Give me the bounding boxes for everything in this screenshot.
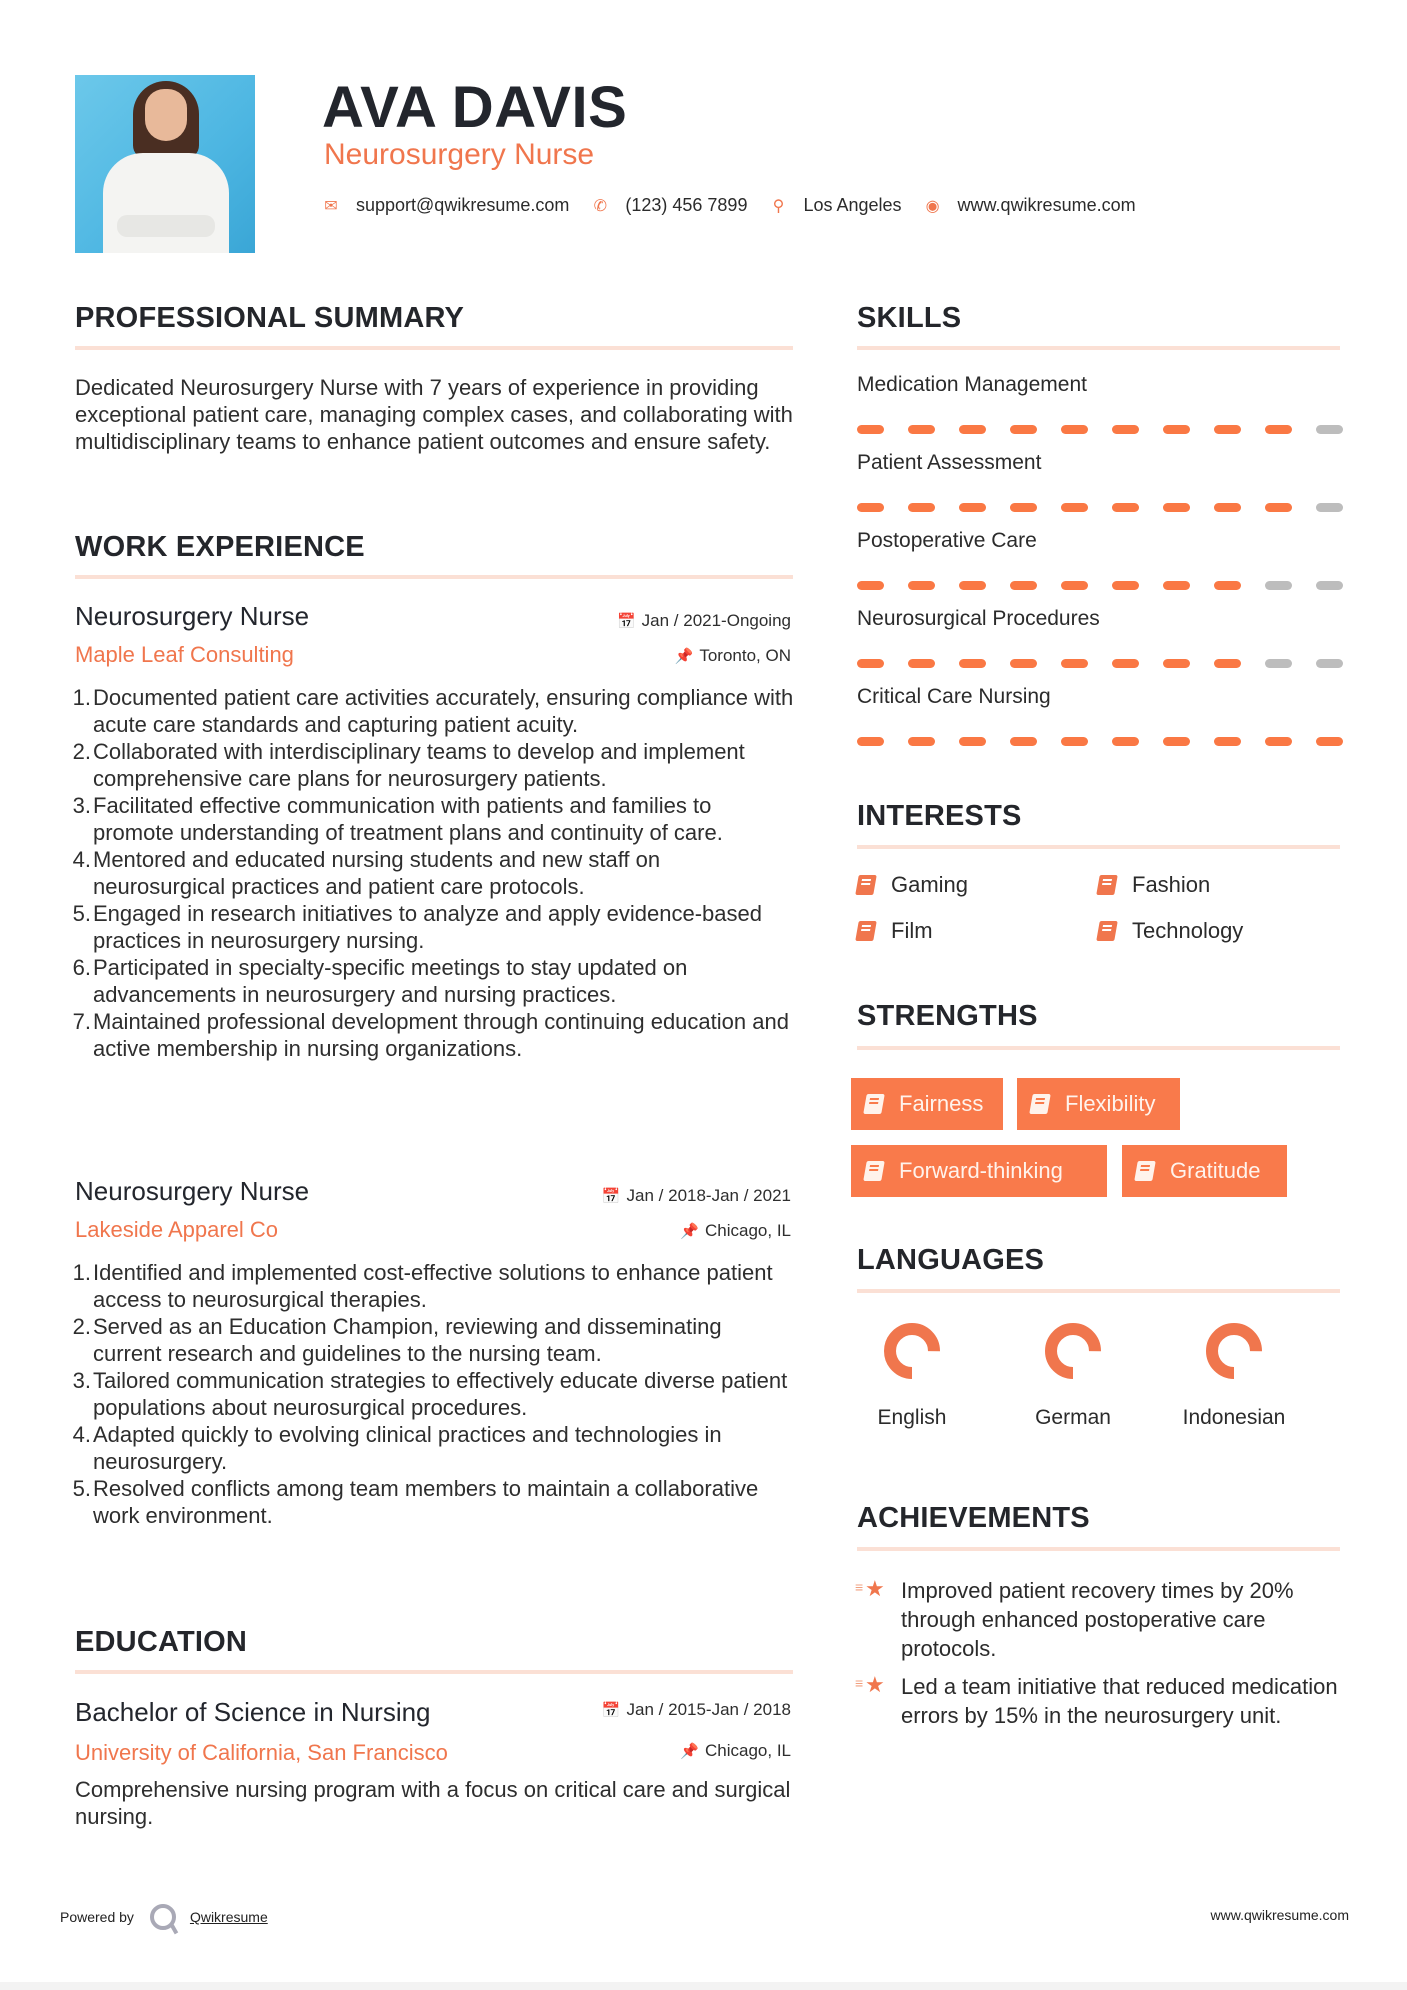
achievement-item: ≡ ★ Led a team initiative that reduced medication errors by 15% in the neurosurgery unit. bbox=[857, 1672, 1347, 1730]
language-name: English bbox=[877, 1406, 947, 1429]
skill-level-dash bbox=[959, 659, 986, 668]
skill-level-dash bbox=[1010, 659, 1037, 668]
education-dates: 📅 Jan / 2015-Jan / 2018 bbox=[601, 1700, 791, 1719]
section-divider bbox=[75, 1670, 793, 1674]
skill-level-dash bbox=[959, 425, 986, 434]
skill-level-dash bbox=[1112, 581, 1139, 590]
list-item: 2. Collaborated with interdisciplinary teams to develop and implement comprehensive care plans for neurosurgery patients. bbox=[72, 739, 745, 791]
skill-level-dash bbox=[1214, 659, 1241, 668]
skill-level-dash bbox=[1316, 503, 1343, 512]
skill-level-dash bbox=[1061, 659, 1088, 668]
book-icon bbox=[1096, 875, 1118, 895]
skill-name: Medication Management bbox=[857, 373, 1087, 396]
skill-level-dash bbox=[857, 737, 884, 746]
strength-chip: Flexibility bbox=[1017, 1078, 1180, 1130]
skill-level-dash bbox=[1112, 503, 1139, 512]
contact-bar bbox=[322, 195, 1158, 216]
language-name: German bbox=[1035, 1406, 1111, 1429]
skill-level-dash bbox=[908, 737, 935, 746]
strength-chip: Gratitude bbox=[1122, 1145, 1287, 1197]
job-location: 📌 Chicago, IL bbox=[680, 1221, 791, 1240]
skill-level-bar bbox=[857, 425, 1367, 434]
list-item: 5. Resolved conflicts among team members to maintain a collaborative work environment. bbox=[72, 1476, 759, 1528]
section-divider bbox=[857, 1046, 1340, 1050]
job-dates: 📅 Jan / 2018-Jan / 2021 bbox=[601, 1186, 791, 1205]
skill-level-dash bbox=[1061, 425, 1088, 434]
skill-name: Postoperative Care bbox=[857, 529, 1037, 552]
book-icon bbox=[855, 921, 877, 941]
skill-level-dash bbox=[1112, 737, 1139, 746]
skill-level-dash bbox=[1010, 503, 1037, 512]
section-divider bbox=[75, 575, 793, 579]
qwikresume-logo-icon bbox=[150, 1904, 176, 1930]
section-heading-interests: INTERESTS bbox=[857, 800, 1022, 832]
list-item: 2. Served as an Education Champion, reviewing and disseminating current research and guidelines to the nursing team. bbox=[72, 1314, 722, 1366]
calendar-icon: 📅 bbox=[601, 1188, 621, 1205]
list-item: 3. Tailored communication strategies to effectively educate diverse patient populations about neurosurgical procedures. bbox=[72, 1368, 788, 1420]
book-icon bbox=[855, 875, 877, 895]
skill-level-dash bbox=[857, 503, 884, 512]
education-description: Comprehensive nursing program with a focus on critical care and surgical nursing. bbox=[75, 1777, 791, 1829]
skill-level-dash bbox=[1061, 503, 1088, 512]
language-level-ring-icon bbox=[881, 1320, 943, 1382]
qwikresume-link[interactable]: Qwikresume bbox=[189, 1909, 268, 1925]
strength-chip: Fairness bbox=[851, 1078, 1003, 1130]
skill-level-dash bbox=[857, 581, 884, 590]
strength-chip: Forward-thinking bbox=[851, 1145, 1107, 1197]
pushpin-icon: 📌 bbox=[680, 1223, 699, 1240]
interest-item: Technology bbox=[1098, 918, 1243, 944]
skill-level-dash bbox=[857, 659, 884, 668]
list-item: 3. Facilitated effective communication with patients and families to promote understanding of treatment plans and continuity of care. bbox=[72, 793, 723, 845]
calendar-icon: 📅 bbox=[601, 1702, 621, 1719]
job-dates: 📅 Jan / 2021-Ongoing bbox=[616, 611, 791, 630]
list-item: 7. Maintained professional development through continuing education and active membership in nursing organizations. bbox=[72, 1009, 789, 1061]
section-heading-experience: WORK EXPERIENCE bbox=[75, 531, 365, 563]
section-heading-languages: LANGUAGES bbox=[857, 1244, 1045, 1276]
education-location: 📌 Chicago, IL bbox=[680, 1741, 791, 1760]
skill-level-dash bbox=[1112, 425, 1139, 434]
section-divider bbox=[857, 1547, 1340, 1551]
language-item bbox=[1169, 1320, 1299, 1433]
skill-name: Neurosurgical Procedures bbox=[857, 607, 1100, 630]
skill-level-dash bbox=[959, 581, 986, 590]
skill-level-dash bbox=[1061, 581, 1088, 590]
book-icon bbox=[863, 1094, 885, 1114]
contact-website[interactable]: ◉ www.qwikresume.com bbox=[924, 195, 1136, 216]
contact-email[interactable]: ✉ support@qwikresume.com bbox=[322, 195, 569, 216]
contact-phone[interactable]: ✆ (123) 456 7899 bbox=[591, 195, 747, 216]
language-item bbox=[847, 1320, 977, 1433]
book-icon bbox=[1096, 921, 1118, 941]
skill-level-dash bbox=[908, 503, 935, 512]
skill-level-bar bbox=[857, 659, 1367, 668]
skill-name: Patient Assessment bbox=[857, 451, 1042, 474]
contact-location: ⚲ Los Angeles bbox=[769, 195, 901, 216]
section-heading-skills: SKILLS bbox=[857, 302, 962, 334]
pushpin-icon: 📌 bbox=[680, 1743, 699, 1760]
skill-level-dash bbox=[1214, 737, 1241, 746]
profile-photo bbox=[75, 75, 255, 253]
language-level-ring-icon bbox=[1042, 1320, 1104, 1382]
job-title: Neurosurgery Nurse bbox=[75, 1176, 310, 1206]
footer-branding: Powered by Qwikresume bbox=[60, 1904, 268, 1930]
phone-icon: ✆ bbox=[593, 197, 608, 215]
skill-level-dash bbox=[1163, 581, 1190, 590]
job-responsibilities bbox=[72, 1259, 795, 1529]
skill-level-dash bbox=[1265, 425, 1292, 434]
interest-item: Fashion bbox=[1098, 872, 1210, 898]
candidate-title: Neurosurgery Nurse bbox=[324, 138, 595, 171]
skill-name: Critical Care Nursing bbox=[857, 685, 1051, 708]
calendar-icon: 📅 bbox=[616, 613, 636, 630]
list-item: 6. Participated in specialty-specific meetings to stay updated on advancements in neurosurgery and nursing practices. bbox=[72, 955, 688, 1007]
skill-level-dash bbox=[1214, 503, 1241, 512]
skill-level-dash bbox=[1112, 659, 1139, 668]
school-name: University of California, San Francisco bbox=[75, 1740, 448, 1765]
skill-level-dash bbox=[1010, 425, 1037, 434]
skill-level-dash bbox=[1316, 737, 1343, 746]
pushpin-icon: 📌 bbox=[674, 648, 694, 665]
interest-item: Film bbox=[857, 918, 933, 944]
skill-level-dash bbox=[1214, 425, 1241, 434]
job-responsibilities bbox=[72, 684, 795, 1062]
skill-level-dash bbox=[908, 425, 935, 434]
globe-icon: ◉ bbox=[925, 197, 940, 215]
skill-level-dash bbox=[1265, 737, 1292, 746]
map-pin-icon: ⚲ bbox=[772, 197, 785, 215]
job-title: Neurosurgery Nurse bbox=[75, 601, 310, 631]
achievement-item: ≡ ★ Improved patient recovery times by 20% through enhanced postoperative care protocols. bbox=[857, 1576, 1347, 1663]
language-name: Indonesian bbox=[1182, 1406, 1286, 1429]
skill-level-dash bbox=[1265, 503, 1292, 512]
skill-level-dash bbox=[1265, 659, 1292, 668]
skill-level-dash bbox=[959, 737, 986, 746]
book-icon bbox=[1134, 1161, 1156, 1181]
list-item: 1. Identified and implemented cost-effective solutions to enhance patient access to neurosurgical therapies. bbox=[72, 1260, 773, 1312]
skill-level-dash bbox=[1163, 425, 1190, 434]
skill-level-bar bbox=[857, 737, 1367, 746]
skill-level-dash bbox=[1010, 737, 1037, 746]
skill-level-dash bbox=[908, 659, 935, 668]
language-level-ring-icon bbox=[1203, 1320, 1265, 1382]
skill-level-bar bbox=[857, 503, 1367, 512]
skill-level-dash bbox=[1061, 737, 1088, 746]
skill-level-dash bbox=[1316, 581, 1343, 590]
skill-level-dash bbox=[959, 503, 986, 512]
section-heading-achievements: ACHIEVEMENTS bbox=[857, 1502, 1090, 1534]
skill-level-dash bbox=[908, 581, 935, 590]
section-divider bbox=[857, 1289, 1340, 1293]
book-icon bbox=[863, 1161, 885, 1181]
section-heading-strengths: STRENGTHS bbox=[857, 1000, 1038, 1032]
degree-title: Bachelor of Science in Nursing bbox=[75, 1697, 431, 1727]
skill-level-dash bbox=[857, 425, 884, 434]
list-item: 4. Adapted quickly to evolving clinical practices and technologies in neurosurgery. bbox=[72, 1422, 722, 1474]
list-item: 1. Documented patient care activities accurately, ensuring compliance with acute care standards and capturing patient acuity. bbox=[72, 685, 794, 737]
section-divider bbox=[75, 346, 793, 350]
envelope-icon: ✉ bbox=[324, 197, 338, 215]
company-name: Lakeside Apparel Co bbox=[75, 1217, 279, 1242]
skill-level-dash bbox=[1316, 659, 1343, 668]
section-heading-summary: PROFESSIONAL SUMMARY bbox=[75, 302, 465, 334]
candidate-name: AVA DAVIS bbox=[322, 75, 628, 140]
job-location: 📌 Toronto, ON bbox=[674, 646, 791, 665]
skill-level-dash bbox=[1163, 503, 1190, 512]
summary-text: Dedicated Neurosurgery Nurse with 7 years of experience in providing exceptional patient care, managing complex cases, and collaborating with multidisciplinary teams to enhance patient outcomes and ensure safety. bbox=[75, 375, 793, 454]
skill-level-bar bbox=[857, 581, 1367, 590]
skill-level-dash bbox=[1214, 581, 1241, 590]
section-divider bbox=[857, 346, 1340, 350]
skill-level-dash bbox=[1163, 659, 1190, 668]
skill-level-dash bbox=[1265, 581, 1292, 590]
interest-item: Gaming bbox=[857, 872, 968, 898]
star-icon: ≡ ★ bbox=[857, 1576, 901, 1663]
section-heading-education: EDUCATION bbox=[75, 1626, 248, 1658]
company-name: Maple Leaf Consulting bbox=[75, 642, 294, 667]
book-icon bbox=[1029, 1094, 1051, 1114]
footer-website[interactable]: www.qwikresume.com bbox=[1210, 1907, 1349, 1923]
skill-level-dash bbox=[1316, 425, 1343, 434]
language-item bbox=[1008, 1320, 1138, 1433]
skill-level-dash bbox=[1010, 581, 1037, 590]
section-divider bbox=[857, 845, 1340, 849]
list-item: 5. Engaged in research initiatives to analyze and apply evidence-based practices in neurosurgery nursing. bbox=[72, 901, 762, 953]
page-bottom-band bbox=[0, 1982, 1407, 1990]
list-item: 4. Mentored and educated nursing students and new staff on neurosurgical practices and patient care protocols. bbox=[72, 847, 661, 899]
star-icon: ≡ ★ bbox=[857, 1672, 901, 1730]
skill-level-dash bbox=[1163, 737, 1190, 746]
